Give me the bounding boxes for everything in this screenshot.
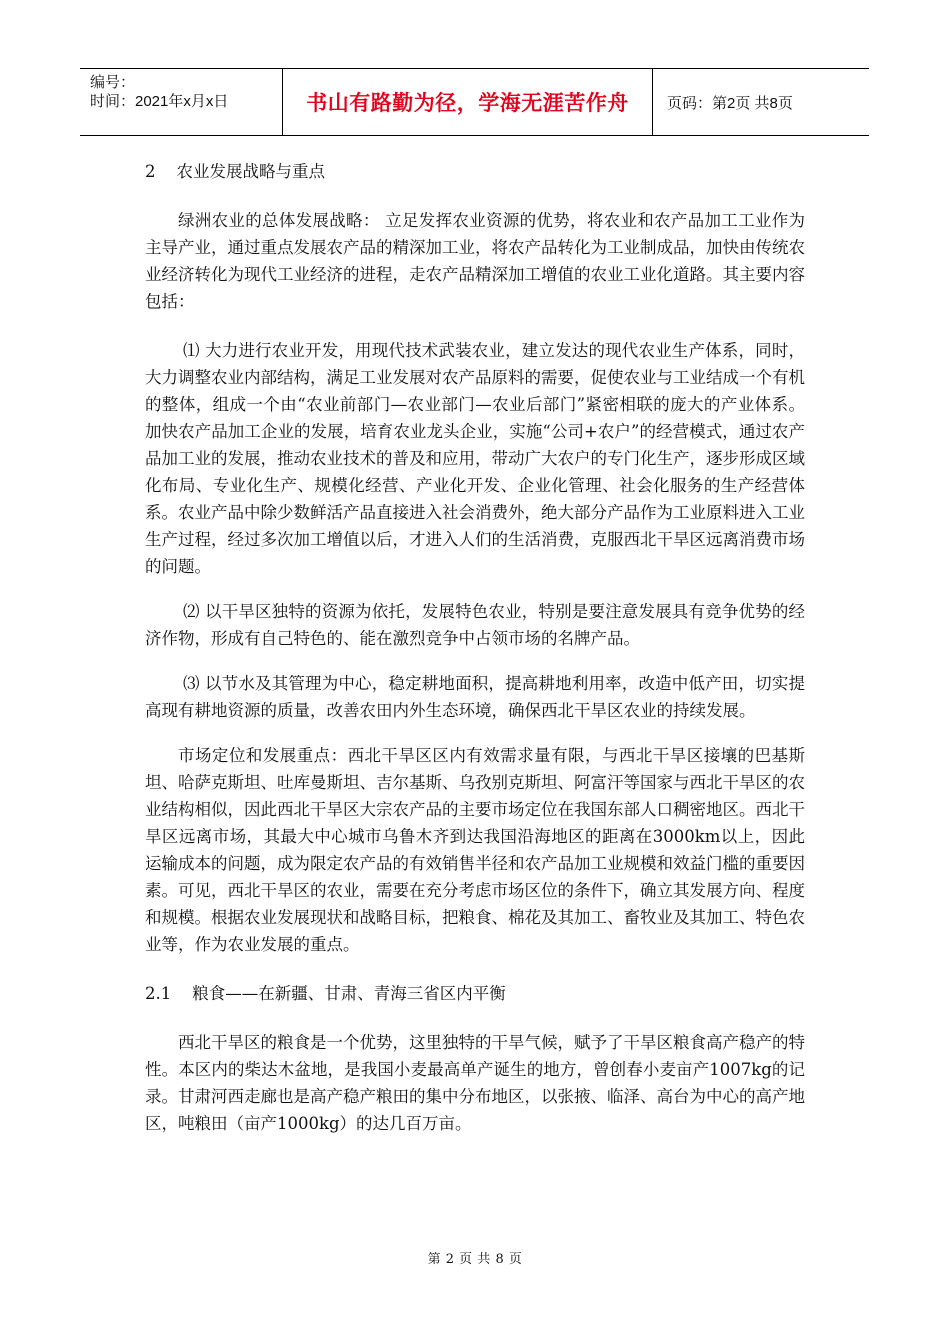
- header-page-number: 页码：第2页 共8页: [667, 94, 793, 112]
- strategy-paragraph: 绿洲农业的总体发展战略： 立足发挥农业资源的优势，将农业和农产品加工工业作为主导产业，通过重点发展农产品的精深加工业，将农产品转化为工业制成品，加快由传统农业经济转化为现代工业经济的进程，走农产品精深加工增值的农业工业化道路。其主要内容包括：: [145, 211, 805, 311]
- grain-paragraph: 西北干旱区的粮食是一个优势，这里独特的干旱气候，赋予了干旱区粮食高产稳产的特性。本区内的柴达木盆地，是我国小麦最高单产诞生的地方，曾创春小麦亩产1007kg的记录。甘肃河西走廊也是高产稳产粮田的集中分布地区，以张掖、临泽、高台为中心的高产地区，吨粮田（亩产1000kg）的达几百万亩。: [145, 1033, 805, 1133]
- list-item: ⑵ 以干旱区独特的资源为依托，发展特色农业，特别是要注意发展具有竞争优势的经济作物，形成有自己特色的、能在激烈竞争中占领市场的名牌产品。: [145, 602, 805, 648]
- section-heading: 2 农业发展战略与重点: [145, 162, 325, 181]
- document-body: [145, 158, 805, 1137]
- header-meta: [80, 69, 283, 135]
- document-number-label: 编号：: [90, 74, 136, 91]
- page-header: [80, 68, 869, 136]
- market-paragraph: 市场定位和发展重点：西北干旱区区内有效需求量有限，与西北干旱区接壤的巴基斯坦、哈萨克斯坦、吐库曼斯坦、吉尔基斯、乌孜别克斯坦、阿富汗等国家与西北干旱区的农业结构相似，因此西北干旱区大宗农产品的主要市场定位在我国东部人口稠密地区。西北干旱区远离市场，其最大中心城市乌鲁木齐到达我国沿海地区的距离在3000km以上，因此运输成本的问题，成为限定农产品的有效销售半径和农产品加工业规模和效益门槛的重要因素。可见，西北干旱区的农业，需要在充分考虑市场区位的条件下，确立其发展方向、程度和规模。根据农业发展现状和战略目标，把粮食、棉花及其加工、畜牧业及其加工、特色农业等，作为农业发展的重点。: [145, 746, 805, 954]
- header-motto: 书山有路勤为径，学海无涯苦作舟: [283, 69, 653, 135]
- list-item: ⑶ 以节水及其管理为中心，稳定耕地面积，提高耕地利用率，改造中低产田，切实提高现有耕地资源的质量，改善农田内外生态环境，确保西北干旱区农业的持续发展。: [145, 674, 805, 720]
- subsection-heading: 2.1 粮食——在新疆、甘肃、青海三省区内平衡: [145, 984, 506, 1003]
- page-footer: 第 2 页 共 8 页: [427, 1252, 523, 1267]
- list-item: ⑴ 大力进行农业开发，用现代技术武装农业，建立发达的现代农业生产体系，同时，大力调整农业内部结构，满足工业发展对农产品原料的需要，促使农业与工业结成一个有机的整体，组成一个由“农业前部门—农业部门—农业后部门”紧密相联的庞大的产业体系。加快农产品加工企业的发展，培育农业龙头企业，实施“公司+农户”的经营模式，通过农产品加工业的发展，推动农业技术的普及和应用，带动广大农户的专门化生产，逐步形成区域化布局、专业化生产、规模化经营、产业化开发、企业化管理、社会化服务的生产经营体系。农业产品中除少数鲜活产品直接进入社会消费外，绝大部分产品作为工业原料进入工业生产过程，经过多次加工增值以后，才进入人们的生活消费，克服西北干旱区远离消费市场的问题。: [145, 341, 805, 576]
- document-date-label: 时间：2021年x月x日: [90, 93, 229, 110]
